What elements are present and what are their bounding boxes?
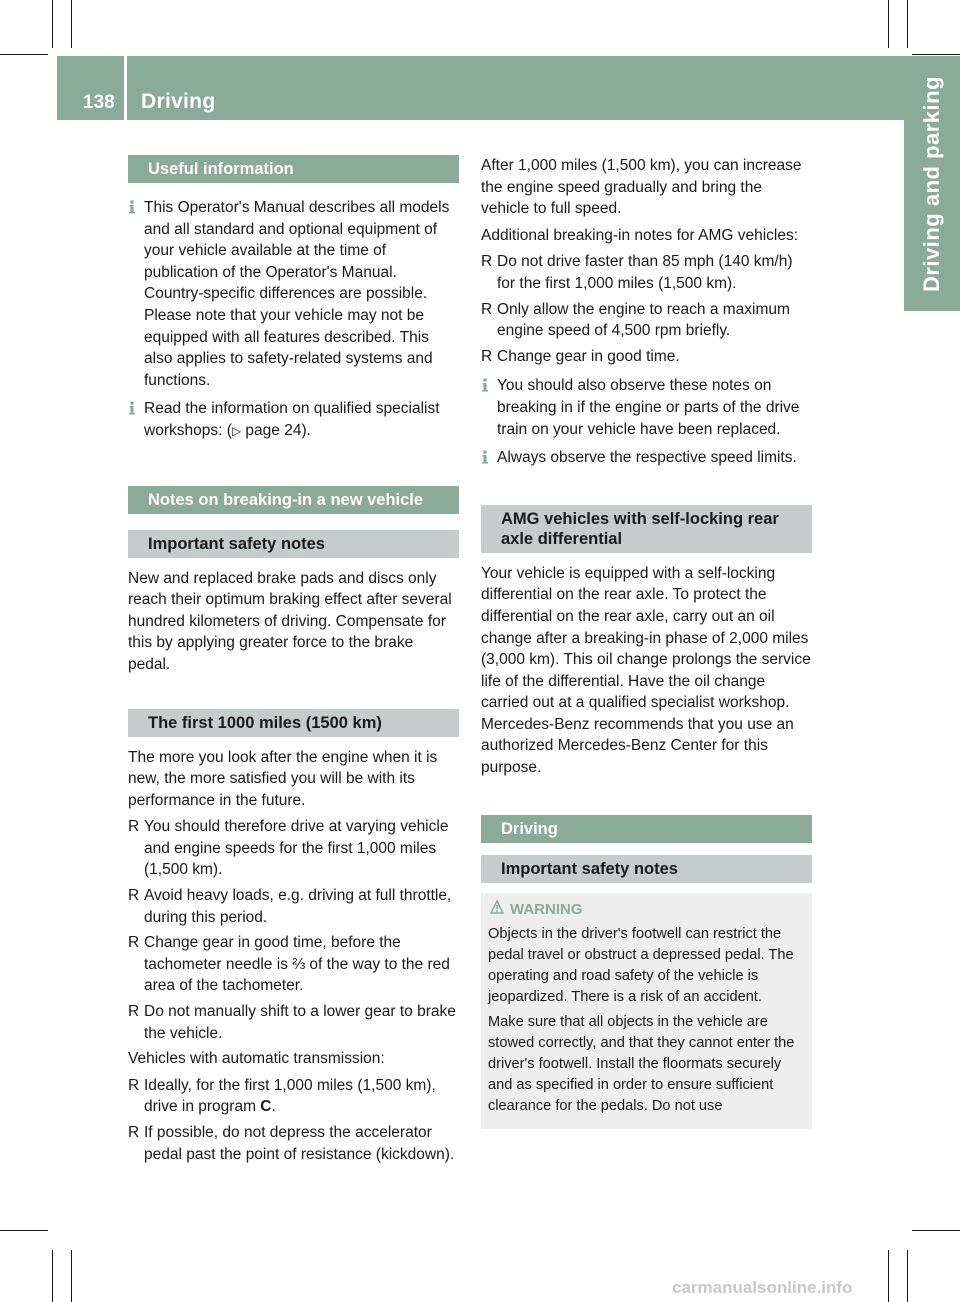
crop-mark [912,1230,960,1231]
warning-header [488,899,805,920]
amg-paragraph: Your vehicle is equipped with a self-locking differential on the rear axle. To protect the differential on the rear axle, carry out an oil change after a breaking-in phase of 2,000 miles (3,000 km). This oil change prolongs the service life of the differential. Have the oil change carried out at a qualified specialist workshop. Mercedes-Benz recommends that you use an authorized Mercedes-Benz Center for this purpose. [481,564,811,777]
subsection-heading-first-1000: The first 1000 miles (1500 km) [128,709,459,737]
list-item-text: Avoid heavy loads, e.g. driving at full throttle, during this period. [144,887,452,926]
list-item [128,1075,459,1118]
warning-box [481,893,812,1129]
info-note [128,398,459,442]
list-item-text: Do not drive faster than 85 mph (140 km/h) for the first 1,000 miles (1,500 km). [497,253,793,292]
list-item [128,1001,459,1044]
list-item [128,816,459,881]
list-item [481,251,812,294]
subsection-heading-safety: Important safety notes [481,855,812,883]
bullet-marker: R [128,934,140,952]
list-item-text: Only allow the engine to reach a maximum engine speed of 4,500 rpm briefly. [497,300,790,340]
safety-paragraph: New and replaced brake pads and discs only reach their optimum braking effect after several hundred kilometers of driving. Compensate for this by applying greater force to the brake pedal. [128,569,452,673]
crop-mark [888,0,889,48]
paragraph: Additional breaking-in notes for AMG vehicles: [481,226,799,244]
crop-mark [52,1250,53,1302]
bullet-marker: R [128,887,140,905]
list-item [128,1122,459,1165]
info-icon [126,200,138,214]
crop-mark [888,1250,889,1302]
list-item [481,346,812,368]
warning-triangle-icon [490,900,504,914]
automatic-intro: Vehicles with automatic transmission: [128,1050,385,1068]
bullet-marker: R [128,1076,140,1094]
watermark: carmanualsonline.info [672,1278,853,1297]
subsection-heading-safety: Important safety notes [128,530,459,558]
crop-mark [0,1230,48,1231]
page-ref-arrow-icon: ▷ [231,423,242,438]
info-note-text: Read the information on qualified specialist workshops: ( [144,400,440,439]
info-note [481,447,812,469]
section-heading-useful-information: Useful information [128,155,459,183]
warning-text: Objects in the driver's footwell can restrict the pedal travel or obstruct a depressed pedal. The operating and road safety of the vehicle is jeopardized. There is a risk of an accident. [488,925,794,1005]
crop-mark [912,54,960,55]
list-item-text: Change gear in good time. [497,347,680,365]
list-item-text: . [271,1098,276,1116]
list-item-text: Change gear in good time, before the tachometer needle is ⅔ of the way to the red area of the tachometer. [144,934,450,995]
bullet-marker: R [481,253,493,271]
right-column [481,155,812,1129]
page-title: Driving [141,90,216,113]
info-note-text: Always observe the respective speed limits. [497,449,797,467]
list-item-text: You should therefore drive at varying vehicle and engine speeds for the first 1,000 miles (1,500 km). [144,818,449,879]
list-item-text: Do not manually shift to a lower gear to brake the vehicle. [144,1003,456,1042]
info-icon [479,378,491,392]
crop-mark [907,1250,908,1302]
crop-mark [71,0,72,48]
bullet-marker: R [128,1003,140,1021]
bullet-marker: R [128,818,140,836]
warning-text: Make sure that all objects in the vehicle are stowed correctly, and that they cannot enter the driver's footwell. Install the floormats securely and as specified in order to ensure sufficient clearance for the pedals. Do not use [488,1013,795,1114]
subsection-heading-amg: AMG vehicles with self-locking rear axle differential [481,505,812,553]
page-reference-link[interactable]: page 24). [241,421,311,439]
crop-mark [71,1250,72,1302]
program-label: C [260,1098,272,1116]
info-note-text: This Operator's Manual describes all models and all standard and optional equipment of your vehicle available at the time of publication of the Operator's Manual. Country-specific differences are possible. Please note that your vehicle may not be equipped with all features described. This also applies to safety-related systems and functions. [144,199,450,389]
list-item-text: If possible, do not depress the accelerator pedal past the point of resistance (kickdown). [144,1124,455,1163]
crop-mark [52,0,53,48]
paragraph: After 1,000 miles (1,500 km), you can increase the engine speed gradually and bring the vehicle to full speed. [481,157,802,218]
crop-mark [0,54,48,55]
list-item [481,299,812,342]
left-column [128,155,459,1169]
info-icon [126,401,138,415]
page-number: 138 [83,92,115,113]
list-item [128,932,459,997]
chapter-tab-label: Driving and parking [919,75,944,293]
first-1000-paragraph: The more you look after the engine when it is new, the more satisfied you will be with its performance in the future. [128,748,438,809]
info-icon [479,450,491,464]
info-note-text: You should also observe these notes on breaking in if the engine or parts of the drive train on your vehicle have been replaced. [497,377,800,438]
bullet-marker: R [128,1124,140,1141]
info-note [481,375,812,440]
list-item [128,885,459,928]
warning-label: WARNING [510,900,583,918]
crop-mark [907,0,908,48]
section-heading-breaking-in: Notes on breaking-in a new vehicle [128,486,459,514]
bullet-marker: R [481,300,493,318]
section-heading-driving: Driving [481,815,812,843]
bullet-marker: R [481,347,493,365]
info-note [128,197,459,391]
header-divider [124,56,127,120]
list-item-text: Ideally, for the first 1,000 miles (1,500 km), drive in program [144,1076,436,1116]
